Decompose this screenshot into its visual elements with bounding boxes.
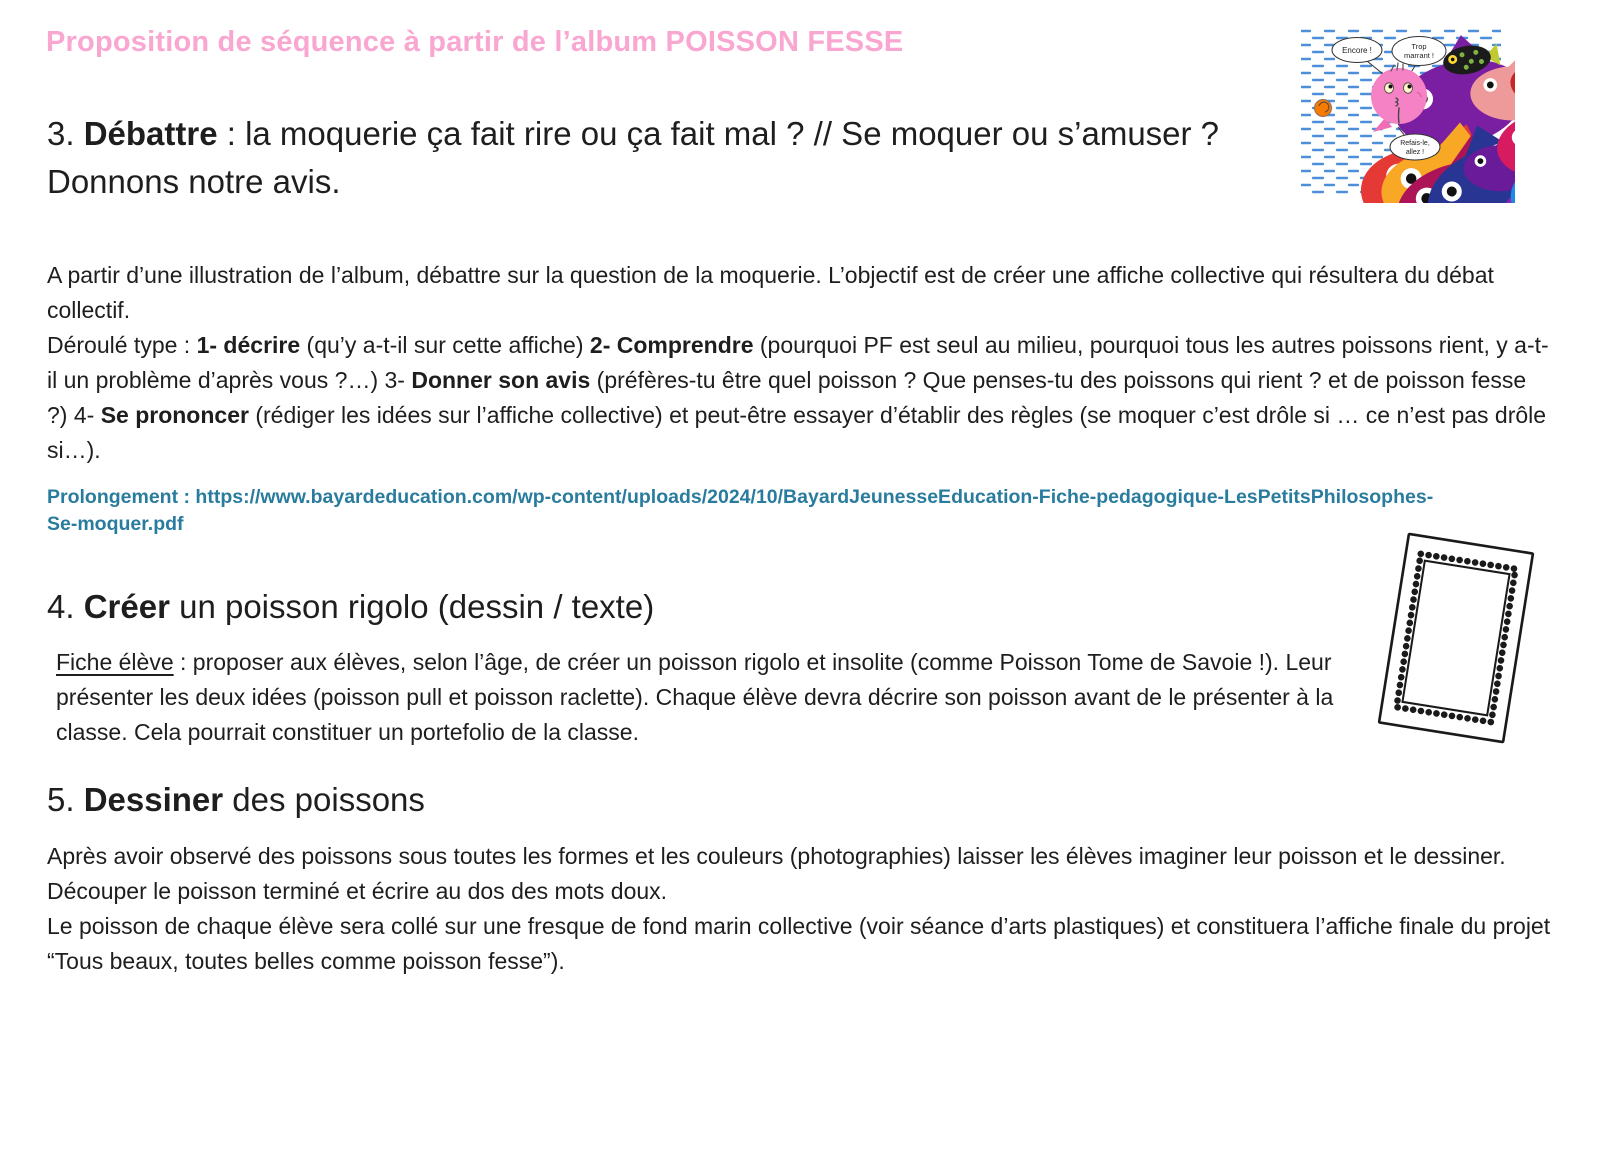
debattre-intro: A partir d’une illustration de l’album, débattre sur la question de la moquerie. L’objectif est de créer une affiche collective qui résultera du débat collectif. xyxy=(47,262,1494,323)
heading-number: 4. xyxy=(47,588,84,626)
document-body xyxy=(47,110,1562,979)
text-segment: : proposer aux élèves, selon l’âge, de créer un poisson rigolo et insolite (comme Poisson Tome de Savoie !). Leur présenter les deux idées (poisson pull et poisson raclette). Chaque élève devra décrire son poisson avant de le présenter à la classe. Cela pourrait constituer un portefolio de la classe. xyxy=(56,648,1334,745)
bubble-text-encore: Encore ! xyxy=(1342,46,1372,55)
section-heading-debattre xyxy=(47,110,1282,205)
section-heading-creer xyxy=(47,583,1562,631)
text-segment: (qu’y a-t-il sur cette affiche) xyxy=(300,331,590,358)
heading-verb: Débattre xyxy=(83,115,218,152)
text-segment: Déroulé type : xyxy=(47,331,197,358)
heading-number: 3. xyxy=(47,115,84,152)
step-label-comprendre: 2- Comprendre xyxy=(589,331,754,358)
fiche-eleve-label: Fiche élève xyxy=(56,648,174,675)
dessiner-line: Après avoir observé des poissons sous toutes les formes et les couleurs (photographies) laisser les élèves imaginer leur poisson et le dessiner. xyxy=(47,843,1506,870)
step-label-se-prononcer: Se prononcer xyxy=(100,401,249,428)
step-label-donner-son-avis: Donner son avis xyxy=(411,366,591,393)
heading-rest: : la moquerie ça fait rire ou ça fait mal ? // Se moquer ou s’amuser ? Donnons notre avis. xyxy=(47,115,1220,200)
dessiner-line: Le poisson de chaque élève sera collé sur une fresque de fond marin collective (voir séance d’arts plastiques) et constituera l’affiche finale du projet “Tous beaux, toutes belles comme poisson fesse”). xyxy=(47,912,1551,974)
bubble-text-refais: Refais-le, xyxy=(1400,140,1430,147)
dessiner-paragraph xyxy=(47,839,1552,979)
text-segment: (pourquoi PF est seul au milieu, pourquoi tous les autres poissons rient, y a-t-il un problème d’après vous ?…) 3- xyxy=(47,331,1549,393)
page-title: Proposition de séquence à partir de l’album POISSON FESSE xyxy=(46,26,904,58)
debattre-steps xyxy=(47,328,1552,468)
heading-rest: un poisson rigolo (dessin / texte) xyxy=(169,588,655,626)
creer-paragraph xyxy=(47,645,1374,750)
section-heading-dessiner xyxy=(47,776,1562,824)
heading-verb: Dessiner xyxy=(83,780,224,818)
dessiner-line: Découper le poisson terminé et écrire au dos des mots doux. xyxy=(47,877,668,904)
bubble-text-trop: Trop xyxy=(1411,42,1427,51)
text-segment: (préfères-tu être quel poisson ? Que penses-tu des poissons qui rient ? et de poisson fesse ?) 4- xyxy=(47,366,1527,428)
step-label-decrire: 1- décrire xyxy=(196,331,301,358)
bubble-text-marrant: marrant ! xyxy=(1403,51,1435,60)
bubble-text-allez: allez ! xyxy=(1405,149,1425,156)
heading-number: 5. xyxy=(47,780,84,818)
text-segment: (rédiger les idées sur l’affiche collective) et peut-être essayer d’établir des règles (se moquer c’est drôle si … ce n’est pas drôle si…). xyxy=(47,401,1547,463)
debattre-paragraph xyxy=(47,258,1552,468)
heading-verb: Créer xyxy=(83,588,170,626)
heading-rest: des poissons xyxy=(223,780,425,818)
prolongement-link[interactable]: Prolongement : https://www.bayardeducation.com/wp-content/uploads/2024/10/BayardJeunesseEducation-Fiche-pedagogique-LesPetitsPhilosophes-Se-moquer.pdf xyxy=(47,485,1434,536)
